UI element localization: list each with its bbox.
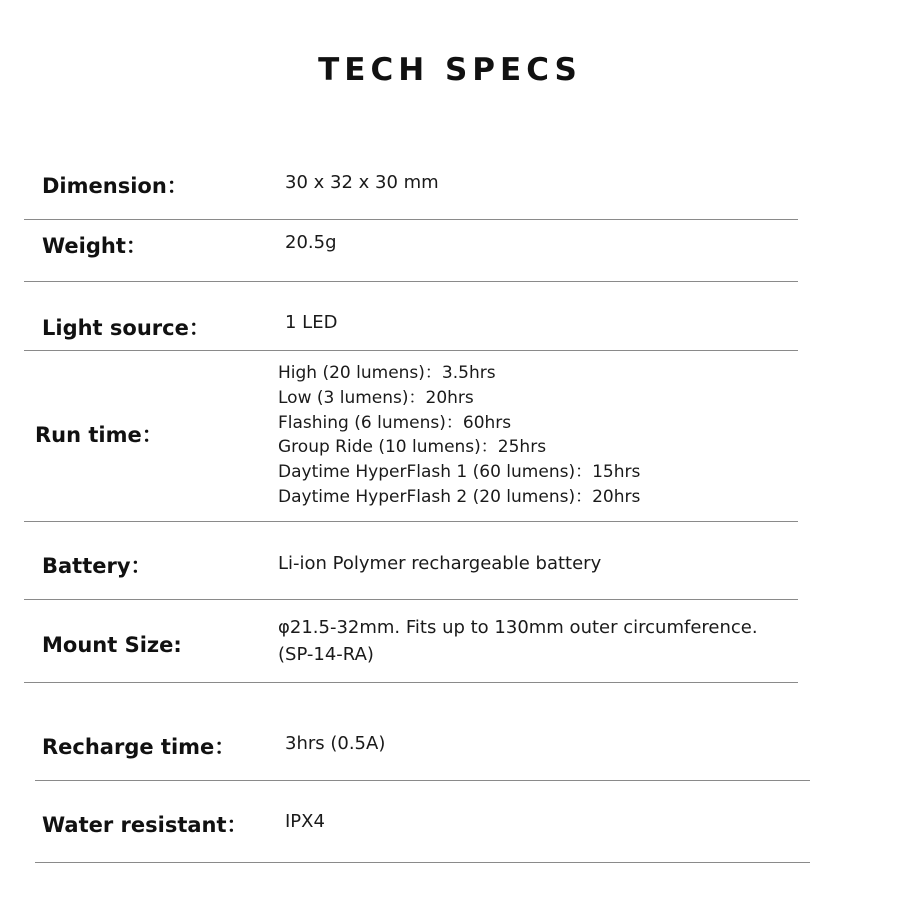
- row-divider: [24, 682, 798, 683]
- spec-value-weight: 20.5g: [285, 232, 337, 253]
- run-time-line: Daytime HyperFlash 1 (60 lumens)：15hrs: [278, 462, 641, 483]
- run-time-line: Low (3 lumens)：20hrs: [278, 387, 474, 408]
- row-divider: [24, 521, 798, 522]
- row-divider: [24, 281, 798, 282]
- row-divider: [35, 862, 810, 863]
- run-time-line: Group Ride (10 lumens)：25hrs: [278, 437, 547, 458]
- run-time-line: High (20 lumens)：3.5hrs: [278, 363, 496, 383]
- spec-label-run-time: Run time：: [35, 423, 163, 447]
- mount-size-line: (SP-14-RA): [278, 644, 374, 665]
- spec-label-dimension: Dimension：: [42, 174, 188, 198]
- spec-value-mount-size: [278, 614, 758, 668]
- spec-value-light-source: 1 LED: [285, 312, 338, 333]
- spec-label-battery: Battery：: [42, 554, 152, 578]
- spec-value-battery: Li-ion Polymer rechargeable battery: [278, 553, 602, 574]
- spec-value-recharge-time: 3hrs (0.5A): [285, 733, 386, 754]
- run-time-line: Flashing (6 lumens)：60hrs: [278, 412, 512, 433]
- spec-value-run-time: [278, 361, 640, 510]
- row-divider: [24, 219, 798, 220]
- row-divider: [24, 350, 798, 351]
- run-time-line: Daytime HyperFlash 2 (20 lumens)：20hrs: [278, 486, 641, 507]
- row-divider: [24, 599, 798, 600]
- spec-label-weight: Weight：: [42, 234, 147, 258]
- spec-label-light-source: Light source：: [42, 316, 210, 340]
- mount-size-line: φ21.5-32mm. Fits up to 130mm outer circumference.: [278, 617, 758, 638]
- spec-label-recharge-time: Recharge time：: [42, 735, 236, 759]
- spec-label-mount-size: Mount Size:: [42, 633, 182, 657]
- page-title: TECH SPECS: [318, 52, 582, 88]
- spec-value-water-resistant: IPX4: [285, 811, 325, 832]
- spec-value-dimension: 30 x 32 x 30 mm: [285, 172, 439, 193]
- row-divider: [35, 780, 810, 781]
- spec-label-water-resistant: Water resistant：: [42, 813, 248, 837]
